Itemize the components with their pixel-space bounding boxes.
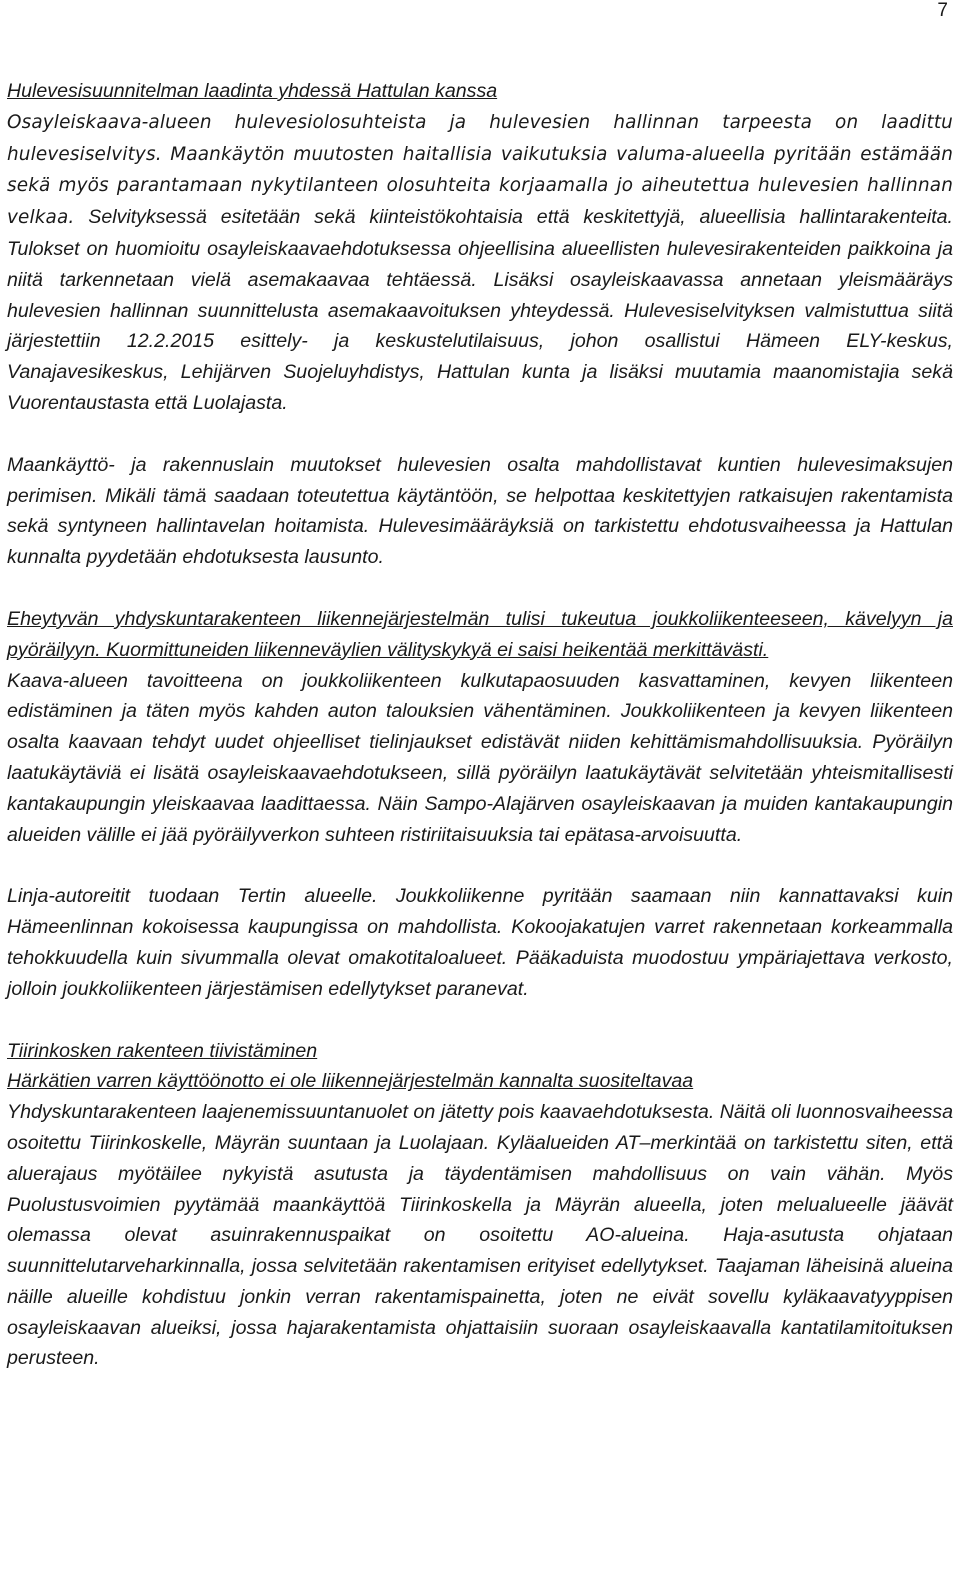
heading-harkatie: Härkätien varren käyttöönotto ei ole liikennejärjestelmän kannalta suositeltavaa xyxy=(7,1070,694,1093)
paragraph-bus-routes: Linja-autoreitit tuodaan Tertin alueelle. Joukkoliikenne pyritään saamaan niin kannattavaksi kuin Hämeenlinnan kokoisessa kaupungissa on mahdollista. Kokoojakatujen varret rakennetaan korkeammalla tehokkuudella kuin sivummalla olevat omakotitaloalueet. Pääkaduista muodostuu ympäriajettava verkosto, jolloin joukkoliikenteen järjestämisen edellytykset paranevat. xyxy=(7,885,953,1000)
paragraph-stormwater-intro: Osayleiskaava-alueen hulevesiolosuhteista ja hulevesien hallinnan tarpeesta on laadittu hulevesiselvitys. Maankäytön muutosten haitallisia vaikutuksia valuma-alueella pyritään estämään sekä myös parantamaan nykytilanteen olosuhteita korjaamalla jo aiheutettua hulevesien hallinnan velkaa. xyxy=(7,111,953,229)
paragraph-tiirinkoski: Yhdyskuntarakenteen laajenemissuuntanuolet on jätetty pois kaavaehdotuksesta. Näitä oli luonnosvaiheessa osoitettu Tiirinkoskelle, Mäyrän suuntaan ja Luolajaan. Kyläalueiden AT–merkintää on tarkistettu siten, että aluerajaus myötäilee nykyistä asutusta ja täydentämisen mahdollisuus on vain vähän. Myös Puolustusvoimien pyytämää maankäyttöä Tiirinkoskella ja Mäyrän alueella, joten melualueelle jäävät olemassa olevat asuinrakennuspaikat on osoitettu AO-alueina. Haja-asutusta ohjataan suunnittelutarveharkinnalla, jossa selvitetään rakentamisen erityiset edellytykset. Taajaman läheisinä alueina näille alueille kohdistuu jonkin verran rakentamispainetta, joten ne eivät sovellu kyläkaavatyyppisen osayleiskaavan alueiksi, jossa hajarakentamista ohjattaisiin suoraan osayleiskaavalla kantatilamitoituksen perusteen. xyxy=(7,1101,953,1370)
section-stormwater xyxy=(7,76,953,419)
paragraph-stormwater-details: Selvityksessä esitetään sekä kiinteistökohtaisia että keskitettyjä, alueellisia hallintarakenteita. Tulokset on huomioitu osayleiskaavaehdotuksessa ohjeellisina alueellisten hulevesirakenteiden paikkoina ja niitä tarkennetaan vielä asemakaavaa tehtäessä. Lisäksi osayleiskaavassa annetaan yleismääräys hulevesien hallinnan suunnittelusta asemakaavoituksen yhteydessä. Hulevesiselvityksen valmistuttua siitä järjestettiin 12.2.2015 esittely- ja keskustelutilaisuus, johon osallistui Hämeen ELY-keskus, Vanajavesikeskus, Lehijärven Suojeluyhdistys, Hattulan kunta ja lisäksi muutamia maanomistajia sekä Vuorentaustasta että Luolajasta. xyxy=(7,206,953,414)
section-transport xyxy=(7,604,953,850)
heading-tiirinkoski: Tiirinkosken rakenteen tiivistäminen xyxy=(7,1039,318,1062)
paragraph-stormwater-fees: Maankäyttö- ja rakennuslain muutokset hulevesien osalta mahdollistavat kuntien hulevesimaksujen perimisen. Mikäli tämä saadaan toteutettua käytäntöön, se helpottaa keskitettyjen ratkaisujen rakentamista sekä syntyneen hallintavelan hoitamista. Hulevesimääräyksiä on tarkistettu ehdotusvaiheessa ja Hattulan kunnalta pyydetään ehdotuksesta lausunto. xyxy=(7,453,953,569)
document-body xyxy=(7,76,953,1374)
page-number: 7 xyxy=(937,0,948,21)
heading-transport-system: Eheytyvän yhdyskuntarakenteen liikennejärjestelmän tulisi tukeutua joukkoliikenteeseen, kävelyyn ja pyöräilyyn. Kuormittuneiden liikenneväylien välityskykyä ei saisi heikentää merkittävästi. xyxy=(7,607,953,661)
section-tiirinkoski xyxy=(7,1036,953,1375)
heading-stormwater-plan: Hulevesisuunnitelman laadinta yhdessä Hattulan kanssa xyxy=(7,80,498,102)
paragraph-transport-goals: Kaava-alueen tavoitteena on joukkoliikenteen kulkutapaosuuden kasvattaminen, kevyen liikenteen edistäminen ja täten myös kahden auton talouksien vähentäminen. Joukkoliikenteen ja kevyen liikenteen osalta kaavaan tehdyt uudet ohjeelliset tielinjaukset edistävät niiden kehittämismahdollisuuksia. Pyöräilyn laatukäytäviä ei lisätä osayleiskaavaehdotukseen, sillä pyöräilyn laatukäytävät selvitetään yhteismitallisesti kantakaupungin yleiskaavaa laadittaessa. Näin Sampo-Alajärven osayleiskaavan ja muiden kantakaupungin alueiden välille ei jää pyöräilyverkon suhteen ristiriitaisuuksia tai epätasa-arvoisuutta. xyxy=(7,669,953,846)
